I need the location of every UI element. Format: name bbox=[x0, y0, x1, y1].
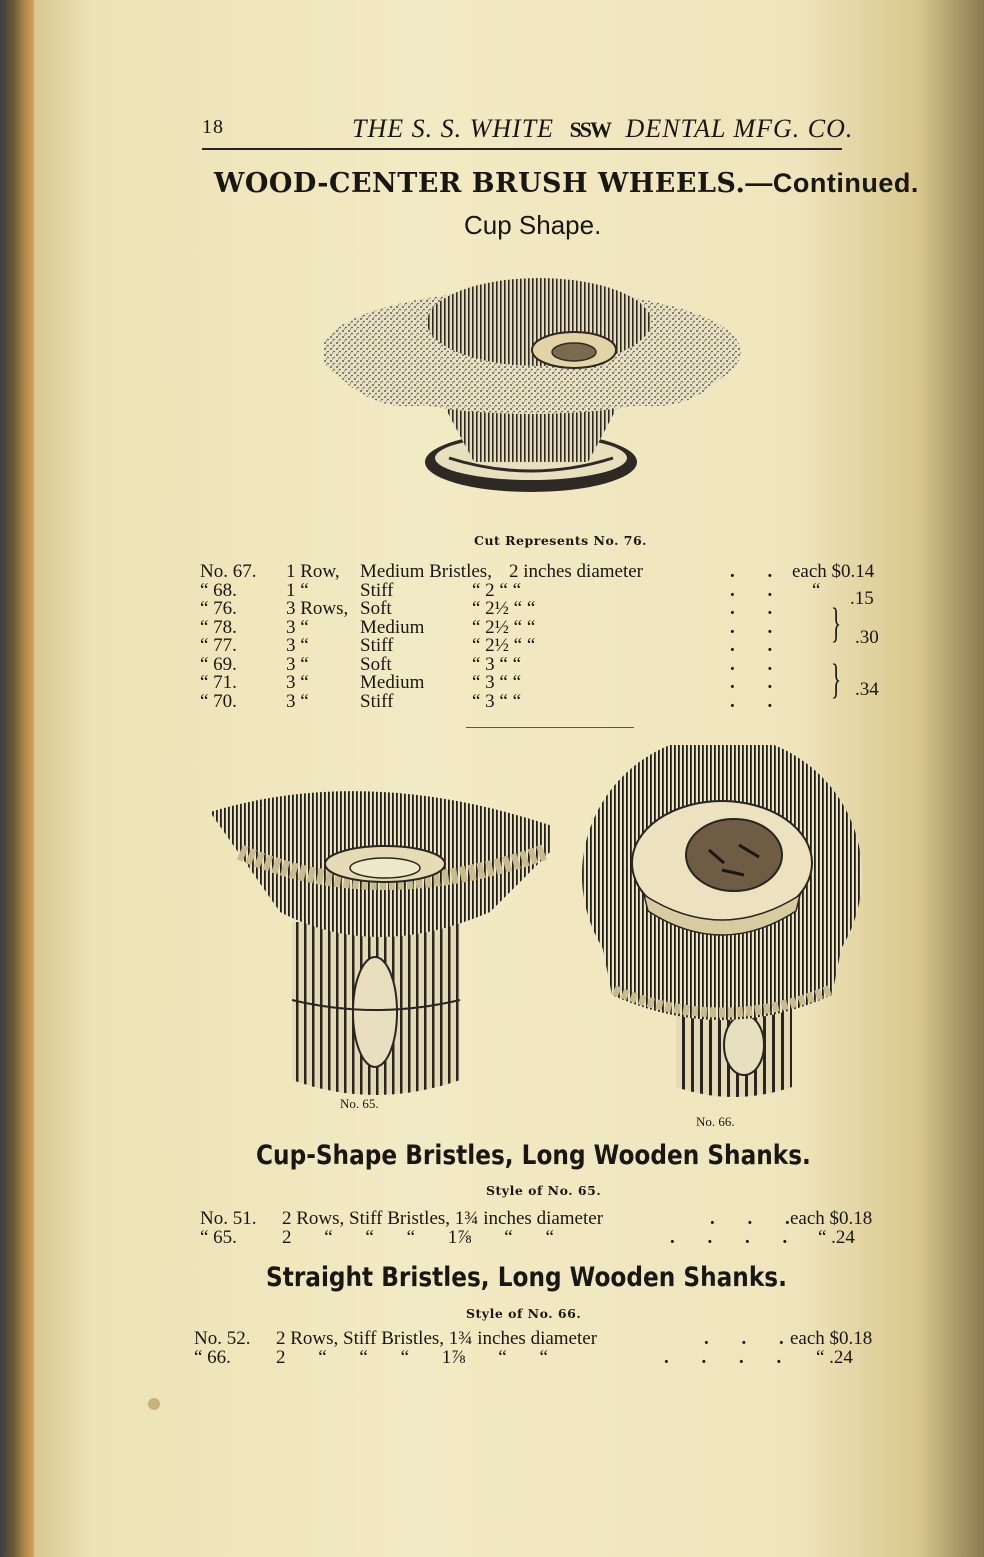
price-brace: } bbox=[831, 657, 842, 703]
leader-dots: . . bbox=[730, 598, 787, 619]
item-kind: Stiff bbox=[360, 690, 394, 712]
item-diameter: “ 2½ “ “ bbox=[472, 598, 536, 619]
running-header bbox=[202, 112, 854, 152]
item-diameter: “ 2 “ “ bbox=[472, 579, 522, 601]
item-rows: 1 “ bbox=[286, 579, 309, 601]
cup-price-table bbox=[200, 563, 920, 711]
book-binding-edge bbox=[0, 0, 34, 1557]
page-number: 18 bbox=[202, 116, 224, 138]
item-desc: 2 Rows, Stiff Bristles, 1¾ inches diameter bbox=[276, 1328, 598, 1349]
item-no: “ 66. bbox=[194, 1346, 231, 1368]
item-kind: Soft bbox=[360, 653, 392, 675]
section-style-cup: Style of No. 65. bbox=[486, 1183, 602, 1198]
section-title-cup: Cup-Shape Bristles, Long Wooden Shanks. bbox=[256, 1140, 811, 1171]
table-row bbox=[200, 1210, 920, 1229]
leader-dots: . . bbox=[730, 635, 787, 656]
table-row bbox=[194, 1330, 914, 1349]
leader-dots: . . bbox=[730, 616, 787, 638]
table-row bbox=[200, 563, 920, 582]
item-no: “ 69. bbox=[200, 653, 237, 675]
monogram-logo: SSW bbox=[569, 117, 611, 142]
item-no: “ 78. bbox=[200, 616, 237, 638]
publisher-line bbox=[352, 114, 853, 144]
item-diameter: “ 3 “ “ bbox=[472, 690, 522, 712]
table-row bbox=[194, 1346, 914, 1368]
item-kind: Medium bbox=[360, 616, 425, 638]
item-no: “ 65. bbox=[200, 1226, 237, 1248]
leader-dots: . . bbox=[730, 579, 787, 601]
item-kind: Medium bbox=[360, 672, 425, 693]
leader-dots: . . bbox=[730, 561, 787, 582]
item-kind: Soft bbox=[360, 598, 392, 619]
item-diameter: “ 3 “ “ bbox=[472, 653, 522, 675]
figure-label-right: No. 66. bbox=[696, 1114, 735, 1129]
item-no: “ 76. bbox=[200, 598, 237, 619]
item-price: each $0.18 bbox=[790, 1328, 873, 1349]
figure-label-left: No. 65. bbox=[340, 1096, 379, 1111]
item-price: “ .24 bbox=[816, 1346, 853, 1368]
title-main: WOOD-CENTER BRUSH WHEELS. bbox=[214, 168, 746, 199]
table-row bbox=[200, 674, 920, 693]
straight-shank-price-table bbox=[194, 1330, 914, 1367]
item-no: “ 68. bbox=[200, 579, 237, 601]
item-rows: 3 Rows, bbox=[286, 598, 349, 619]
catalog-page bbox=[34, 0, 984, 1557]
cut-caption: Cut Represents No. 76. bbox=[474, 533, 648, 548]
leader-dots: . . bbox=[730, 672, 787, 693]
title-continued: —Continued. bbox=[745, 168, 919, 198]
item-diameter: “ 2½ “ “ bbox=[472, 635, 536, 656]
item-price: each $0.18 bbox=[790, 1208, 873, 1229]
item-diameter: “ 2½ “ “ bbox=[472, 616, 536, 638]
section-title-straight: Straight Bristles, Long Wooden Shanks. bbox=[266, 1262, 787, 1293]
item-price: .15 bbox=[850, 588, 874, 609]
item-price: each $0.14 bbox=[792, 561, 875, 582]
item-rows: 3 “ bbox=[286, 635, 309, 656]
leader-dots: . . . . bbox=[670, 1226, 802, 1248]
item-desc: 2 Rows, Stiff Bristles, 1¾ inches diameter bbox=[282, 1208, 604, 1229]
item-no: No. 51. bbox=[200, 1208, 257, 1229]
item-rows: 1 Row, bbox=[286, 561, 340, 582]
item-price: .30 bbox=[855, 627, 879, 648]
table-row bbox=[200, 1226, 920, 1248]
leader-dots: . . bbox=[730, 653, 787, 675]
item-diameter: 2 inches diameter bbox=[509, 561, 644, 582]
item-no: “ 70. bbox=[200, 690, 237, 712]
item-diameter: “ 3 “ “ bbox=[472, 672, 522, 693]
item-kind: Stiff bbox=[360, 635, 394, 656]
item-no: No. 67. bbox=[200, 561, 257, 582]
item-kind: Medium Bristles, bbox=[360, 561, 492, 582]
leader-dots: . . bbox=[730, 690, 787, 712]
cup-shank-price-table bbox=[200, 1210, 920, 1247]
item-rows: 3 “ bbox=[286, 616, 309, 638]
page-subtitle: Cup Shape. bbox=[464, 210, 602, 240]
cup-brush-wheel-illustration bbox=[324, 252, 794, 522]
item-no: No. 52. bbox=[194, 1328, 251, 1349]
price-brace: } bbox=[831, 601, 842, 647]
cup-brush-long-shank-illustration bbox=[200, 772, 550, 1112]
item-desc: 2 “ “ “ 1⅞ “ “ bbox=[276, 1346, 548, 1368]
header-rule bbox=[202, 148, 842, 150]
item-no: “ 71. bbox=[200, 672, 237, 693]
item-rows: 3 “ bbox=[286, 690, 309, 712]
straight-brush-long-shank-illustration bbox=[574, 745, 884, 1115]
page-title bbox=[214, 168, 919, 199]
item-price: “ .24 bbox=[818, 1226, 855, 1248]
item-rows: 3 “ bbox=[286, 672, 309, 693]
item-desc: 2 “ “ “ 1⅞ “ “ bbox=[282, 1226, 554, 1248]
item-price: “ bbox=[812, 579, 821, 601]
section-style-straight: Style of No. 66. bbox=[466, 1306, 582, 1321]
item-no: “ 77. bbox=[200, 635, 237, 656]
table-rule bbox=[466, 727, 634, 728]
item-rows: 3 “ bbox=[286, 653, 309, 675]
publisher-name: THE S. S. WHITE bbox=[352, 114, 555, 143]
leader-dots: . . . . bbox=[664, 1346, 796, 1368]
leader-dots: . . . bbox=[710, 1208, 804, 1229]
publisher-tail: DENTAL MFG. CO. bbox=[625, 114, 854, 143]
paper-blemish bbox=[148, 1398, 160, 1410]
item-price: .34 bbox=[855, 678, 879, 700]
leader-dots: . . . bbox=[704, 1328, 798, 1349]
item-kind: Stiff bbox=[360, 579, 394, 601]
